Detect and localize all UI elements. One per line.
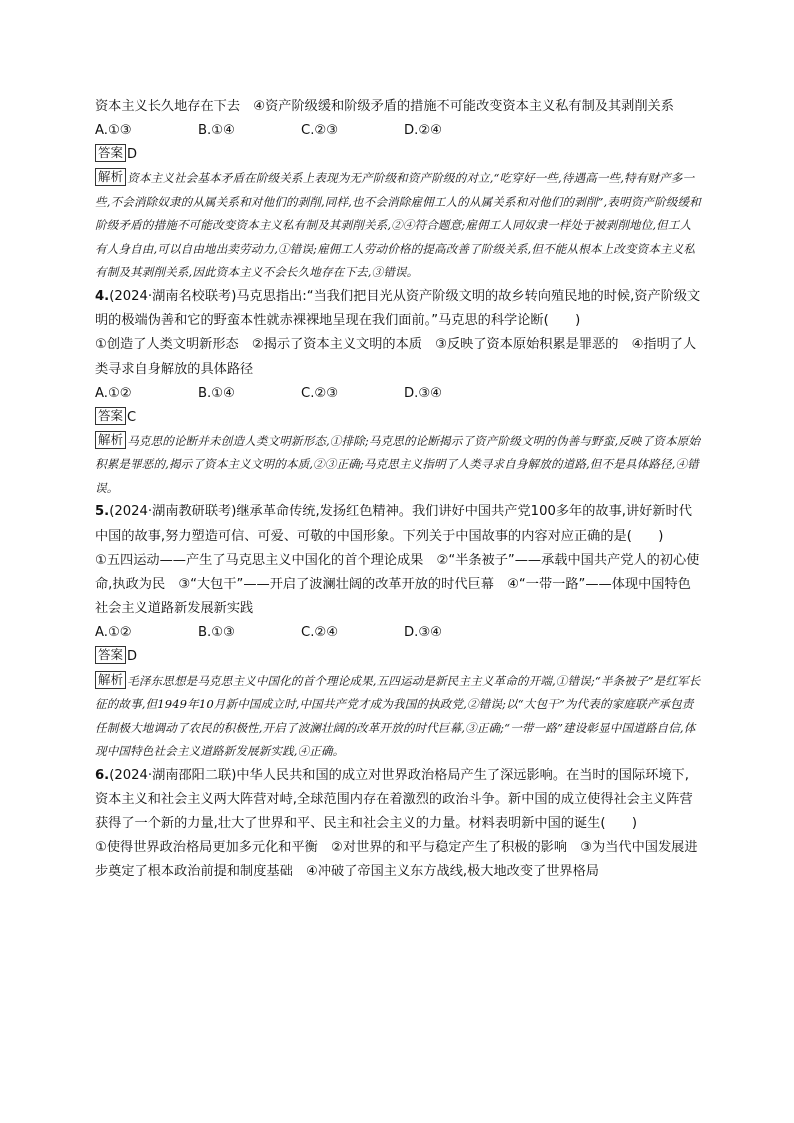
option-d: D.③④	[404, 385, 442, 401]
question-6	[95, 764, 701, 885]
question-stem-text: 继承革命传统,发扬红色精神。我们讲好中国共产党100多年的故事,讲好新时代中国的故事,努力塑造可信、可爱、可敬的中国形象。下列关于中国故事的内容对应正确的是( )	[95, 504, 692, 544]
answer-tag: 答案	[95, 646, 126, 664]
question-number: 6.	[95, 767, 110, 783]
question-5-answer	[95, 645, 701, 669]
explanation-text: 毛泽东思想是马克思主义中国化的首个理论成果,五四运动是新民主主义革命的开端,①错误;“半条被子”是红军长征的故事,但1949年10月新中国成立时,中国共产党才成为我国的执政党,②错误;以“大包干”为代表的家庭联产承包责任制极大地调动了农民的积极性,开启了波澜壮阔的改革开放的时代巨幕,③正确;“一带一路”建设彰显中国道路自信,体现中国特色社会主义道路新发展新实践,④正确。	[95, 673, 701, 759]
question-5-stem	[95, 500, 701, 548]
explain-tag: 解析	[95, 431, 126, 449]
option-d: D.③④	[404, 625, 442, 641]
question-6-items: ①使得世界政治格局更加多元化和平衡 ②对世界的和平与稳定产生了积极的影响 ③为当代中国发展进步奠定了根本政治前提和制度基础 ④冲破了帝国主义东方战线,极大地改变了世界格局	[95, 840, 698, 880]
question-5-explanation	[95, 670, 701, 764]
question-stem-text: 中华人民共和国的成立对世界政治格局产生了深远影响。在当时的国际环境下,资本主义和社会主义两大阵营对峙,全球范围内存在着激烈的政治斗争。新中国的成立使得社会主义阵营获得了一个新的力量,壮大了世界和平、民主和社会主义的力量。材料表明新中国的诞生( )	[95, 767, 693, 832]
question-4	[95, 285, 701, 501]
q3-item-text-1: 资本主义长久地存在下去	[95, 99, 241, 114]
question-5-options	[95, 621, 701, 645]
option-b: B.①④	[198, 385, 235, 401]
question-source: (2024·湖南名校联考)	[109, 288, 237, 304]
explanation-text: 马克思的论断并未创造人类文明新形态,①排除;马克思的论断揭示了资产阶级文明的伪善与野蛮,反映了资本原始积累是罪恶的,揭示了资本主义文明的本质,②③正确;马克思主义指明了人类寻求自身解放的道路,但不是具体路径,④错误。	[95, 433, 701, 495]
question-4-answer	[95, 406, 701, 430]
answer-tag: 答案	[95, 144, 126, 162]
option-c: C.②③	[301, 123, 339, 139]
question-stem-text: 马克思指出:“当我们把目光从资产阶级文明的故乡转向殖民地的时候,资产阶级文明的极端伪善和它的野蛮本性就赤裸裸地呈现在我们面前。”马克思的科学论断( )	[95, 288, 701, 329]
question-number: 5.	[95, 504, 110, 520]
explain-tag: 解析	[95, 168, 126, 186]
answer-value: D	[127, 649, 138, 665]
option-a: A.①②	[95, 385, 132, 401]
question-5	[95, 500, 701, 763]
option-b: B.①④	[198, 123, 235, 139]
question-3-answer	[95, 143, 701, 167]
q3-item-text-2: ④资产阶级缓和阶级矛盾的措施不可能改变资本主义私有制及其剥削关系	[253, 99, 674, 114]
answer-value: D	[127, 147, 138, 163]
question-4-items: ①创造了人类文明新形态 ②揭示了资本主义文明的本质 ③反映了资本原始积累是罪恶的 ④指明了人类寻求自身解放的具体路径	[95, 337, 697, 377]
answer-value: C	[127, 409, 137, 425]
explain-tag: 解析	[95, 671, 126, 689]
question-source: (2024·湖南邵阳二联)	[109, 767, 237, 783]
option-c: C.②③	[301, 385, 339, 401]
document-page	[95, 95, 701, 885]
question-number: 4.	[95, 288, 110, 304]
option-b: B.①③	[198, 625, 235, 641]
option-c: C.②④	[301, 625, 339, 641]
option-a: A.①②	[95, 625, 132, 641]
question-5-items: ①五四运动——产生了马克思主义中国化的首个理论成果 ②“半条被子”——承载中国共产党人的初心使命,执政为民 ③“大包干”——开启了波澜壮阔的改革开放的时代巨幕 ④“一带一路”——体现中国特色社会主义道路新发展新实践	[95, 552, 700, 617]
question-3-items	[95, 95, 701, 119]
answer-tag: 答案	[95, 407, 126, 425]
question-4-options	[95, 382, 701, 406]
option-a: A.①③	[95, 123, 132, 139]
question-6-stem	[95, 764, 701, 837]
question-3-explanation	[95, 167, 701, 285]
option-d: D.②④	[404, 123, 442, 139]
question-4-explanation	[95, 430, 701, 501]
question-3-options	[95, 119, 701, 143]
explanation-text: 资本主义社会基本矛盾在阶级关系上表现为无产阶级和资产阶级的对立,“吃穿好一些,待遇高一些,特有财产多一些,不会消除奴隶的从属关系和对他们的剥削,同样,也不会消除雇佣工人的从属关系和对他们的剥削”,表明资产阶级缓和阶级矛盾的措施不可能改变资本主义私有制及其剥削关系,②④符合题意;雇佣工人同奴隶一样处于被剥削地位,但工人有人身自由,可以自由地出卖劳动力,①错误;雇佣工人劳动价格的提高改善了阶级关系,但不能从根本上改变资本主义私有制及其剥削关系,因此资本主义不会长久地存在下去,③错误。	[95, 171, 701, 280]
question-3-continuation	[95, 95, 701, 285]
question-4-stem	[95, 285, 701, 333]
question-source: (2024·湖南教研联考)	[109, 504, 237, 520]
